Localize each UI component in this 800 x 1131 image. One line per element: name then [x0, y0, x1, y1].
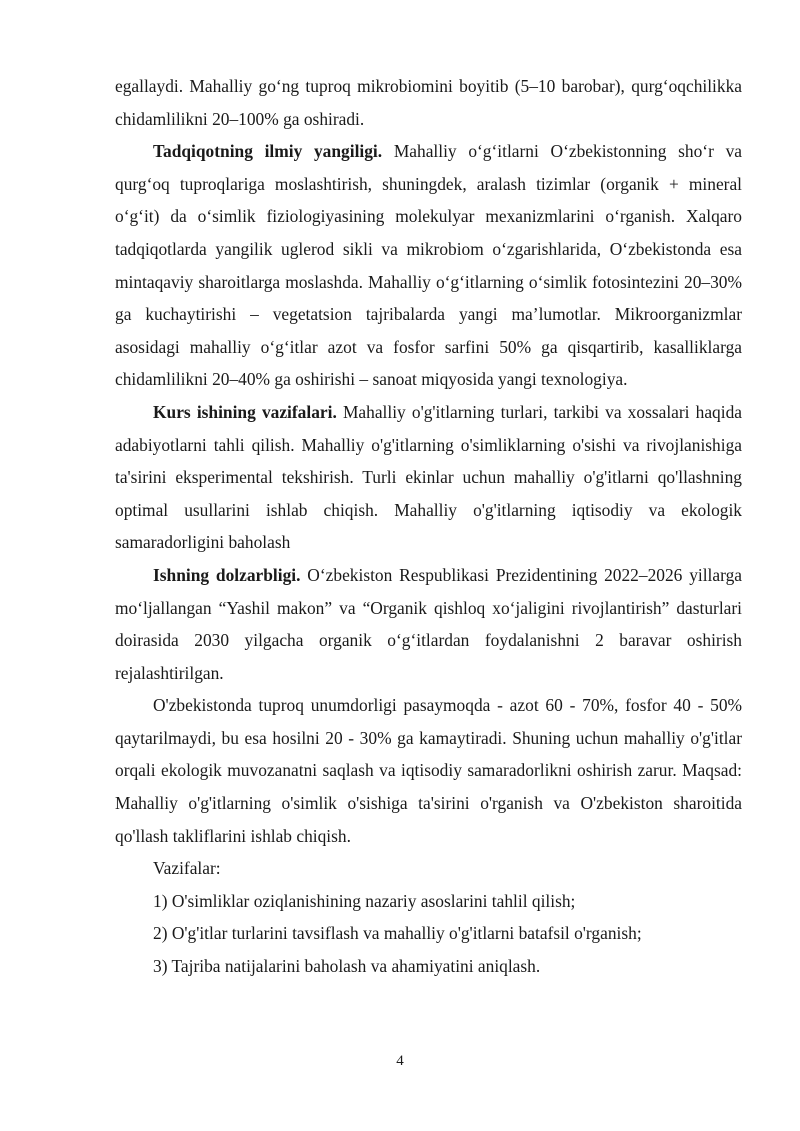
paragraph-course-tasks — [115, 396, 742, 559]
section-heading-relevance: Ishning dolzarbligi. — [153, 564, 301, 585]
paragraph-relevance — [115, 559, 742, 689]
list-item: 3) Tajriba natijalarini baholash va ahamiyatini aniqlash. — [153, 956, 541, 977]
paragraph-continuation: egallaydi. Mahalliy go‘ng tuproq mikrobiomini boyitib (5–10 barobar), qurg‘oqchilikka chidamlilikni 20–100% ga oshiradi. — [115, 76, 742, 129]
section-heading-course-tasks: Kurs ishining vazifalari. — [153, 401, 337, 422]
list-item: 1) O'simliklar oziqlanishining nazariy asoslarini tahlil qilish; — [153, 890, 576, 911]
tasks-label: Vazifalar: — [153, 858, 221, 879]
page-number: 4 — [396, 1053, 404, 1069]
document-body — [115, 70, 742, 983]
paragraph-text: O‘zbekiston Respublikasi Prezidentining 2022–2026 yillarga mo‘ljallangan “Yashil makon” va “Organik qishloq xo‘jaligini rivojlantirish” dasturlari doirasida 2030 yilgacha organik o‘g‘itlardan foydalanishni 2 baravar oshirish rejalashtirilgan. — [115, 564, 742, 683]
paragraph-scientific-novelty — [115, 135, 742, 396]
paragraph-soil-fertility: O'zbekistonda tuproq unumdorligi pasaymoqda - azot 60 - 70%, fosfor 40 - 50% qaytarilmaydi, bu esa hosilni 20 - 30% ga kamaytiradi. Shuning uchun mahalliy o'g'itlar orqali ekologik muvozanatni saqlash va iqtisodiy samaradorlikni oshirish zarur. Maqsad: Mahalliy o'g'itlarning o'simlik o'sishiga ta'sirini o'rganish va O'zbekiston sharoitida qo'llash takliflarini ishlab chiqish. — [115, 695, 742, 846]
paragraph-text: Mahalliy o‘g‘itlarni O‘zbekistonning sho‘r va qurg‘oq tuproqlariga moslashtirish, shuningdek, aralash tizimlar (organik + mineral o‘g‘it) da o‘simlik fiziologiyasining molekulyar mexanizmlarini o‘rganish. Xalqaro tadqiqotlarda yangilik uglerod sikli va mikrobiom o‘zgarishlarida, O‘zbekistonda esa mintaqaviy sharoitlarga moslashda. Mahalliy o‘g‘itlarning o‘simlik fotosintezini 20–30% ga kuchaytirishi – vegetatsion tajribalarda yangi ma’lumotlar. Mikroorganizmlar asosidagi mahalliy o‘g‘itlar azot va fosfor sarfini 50% ga qisqartirib, kasalliklarga chidamlilikni 20–40% ga oshirishi – sanoat miqyosida yangi texnologiya. — [115, 141, 743, 390]
paragraph-text: Mahalliy o'g'itlarning turlari, tarkibi va xossalari haqida adabiyotlarni tahli qilish. Mahalliy o'g'itlarning o'simliklarning o'sishi va rivojlanishiga ta'sirini eksperimental tekshirish. Turli ekinlar uchun mahalliy o'g'itlarni qo'llashning optimal usullarini ishlab chiqish. Mahalliy o'g'itlarning iqtisodiy va ekologik samaradorligini baholash — [115, 401, 743, 553]
section-heading-scientific-novelty: Tadqiqotning ilmiy yangiligi. — [153, 141, 383, 162]
list-item: 2) O'g'itlar turlarini tavsiflash va mahalliy o'g'itlarni batafsil o'rganish; — [153, 923, 642, 944]
